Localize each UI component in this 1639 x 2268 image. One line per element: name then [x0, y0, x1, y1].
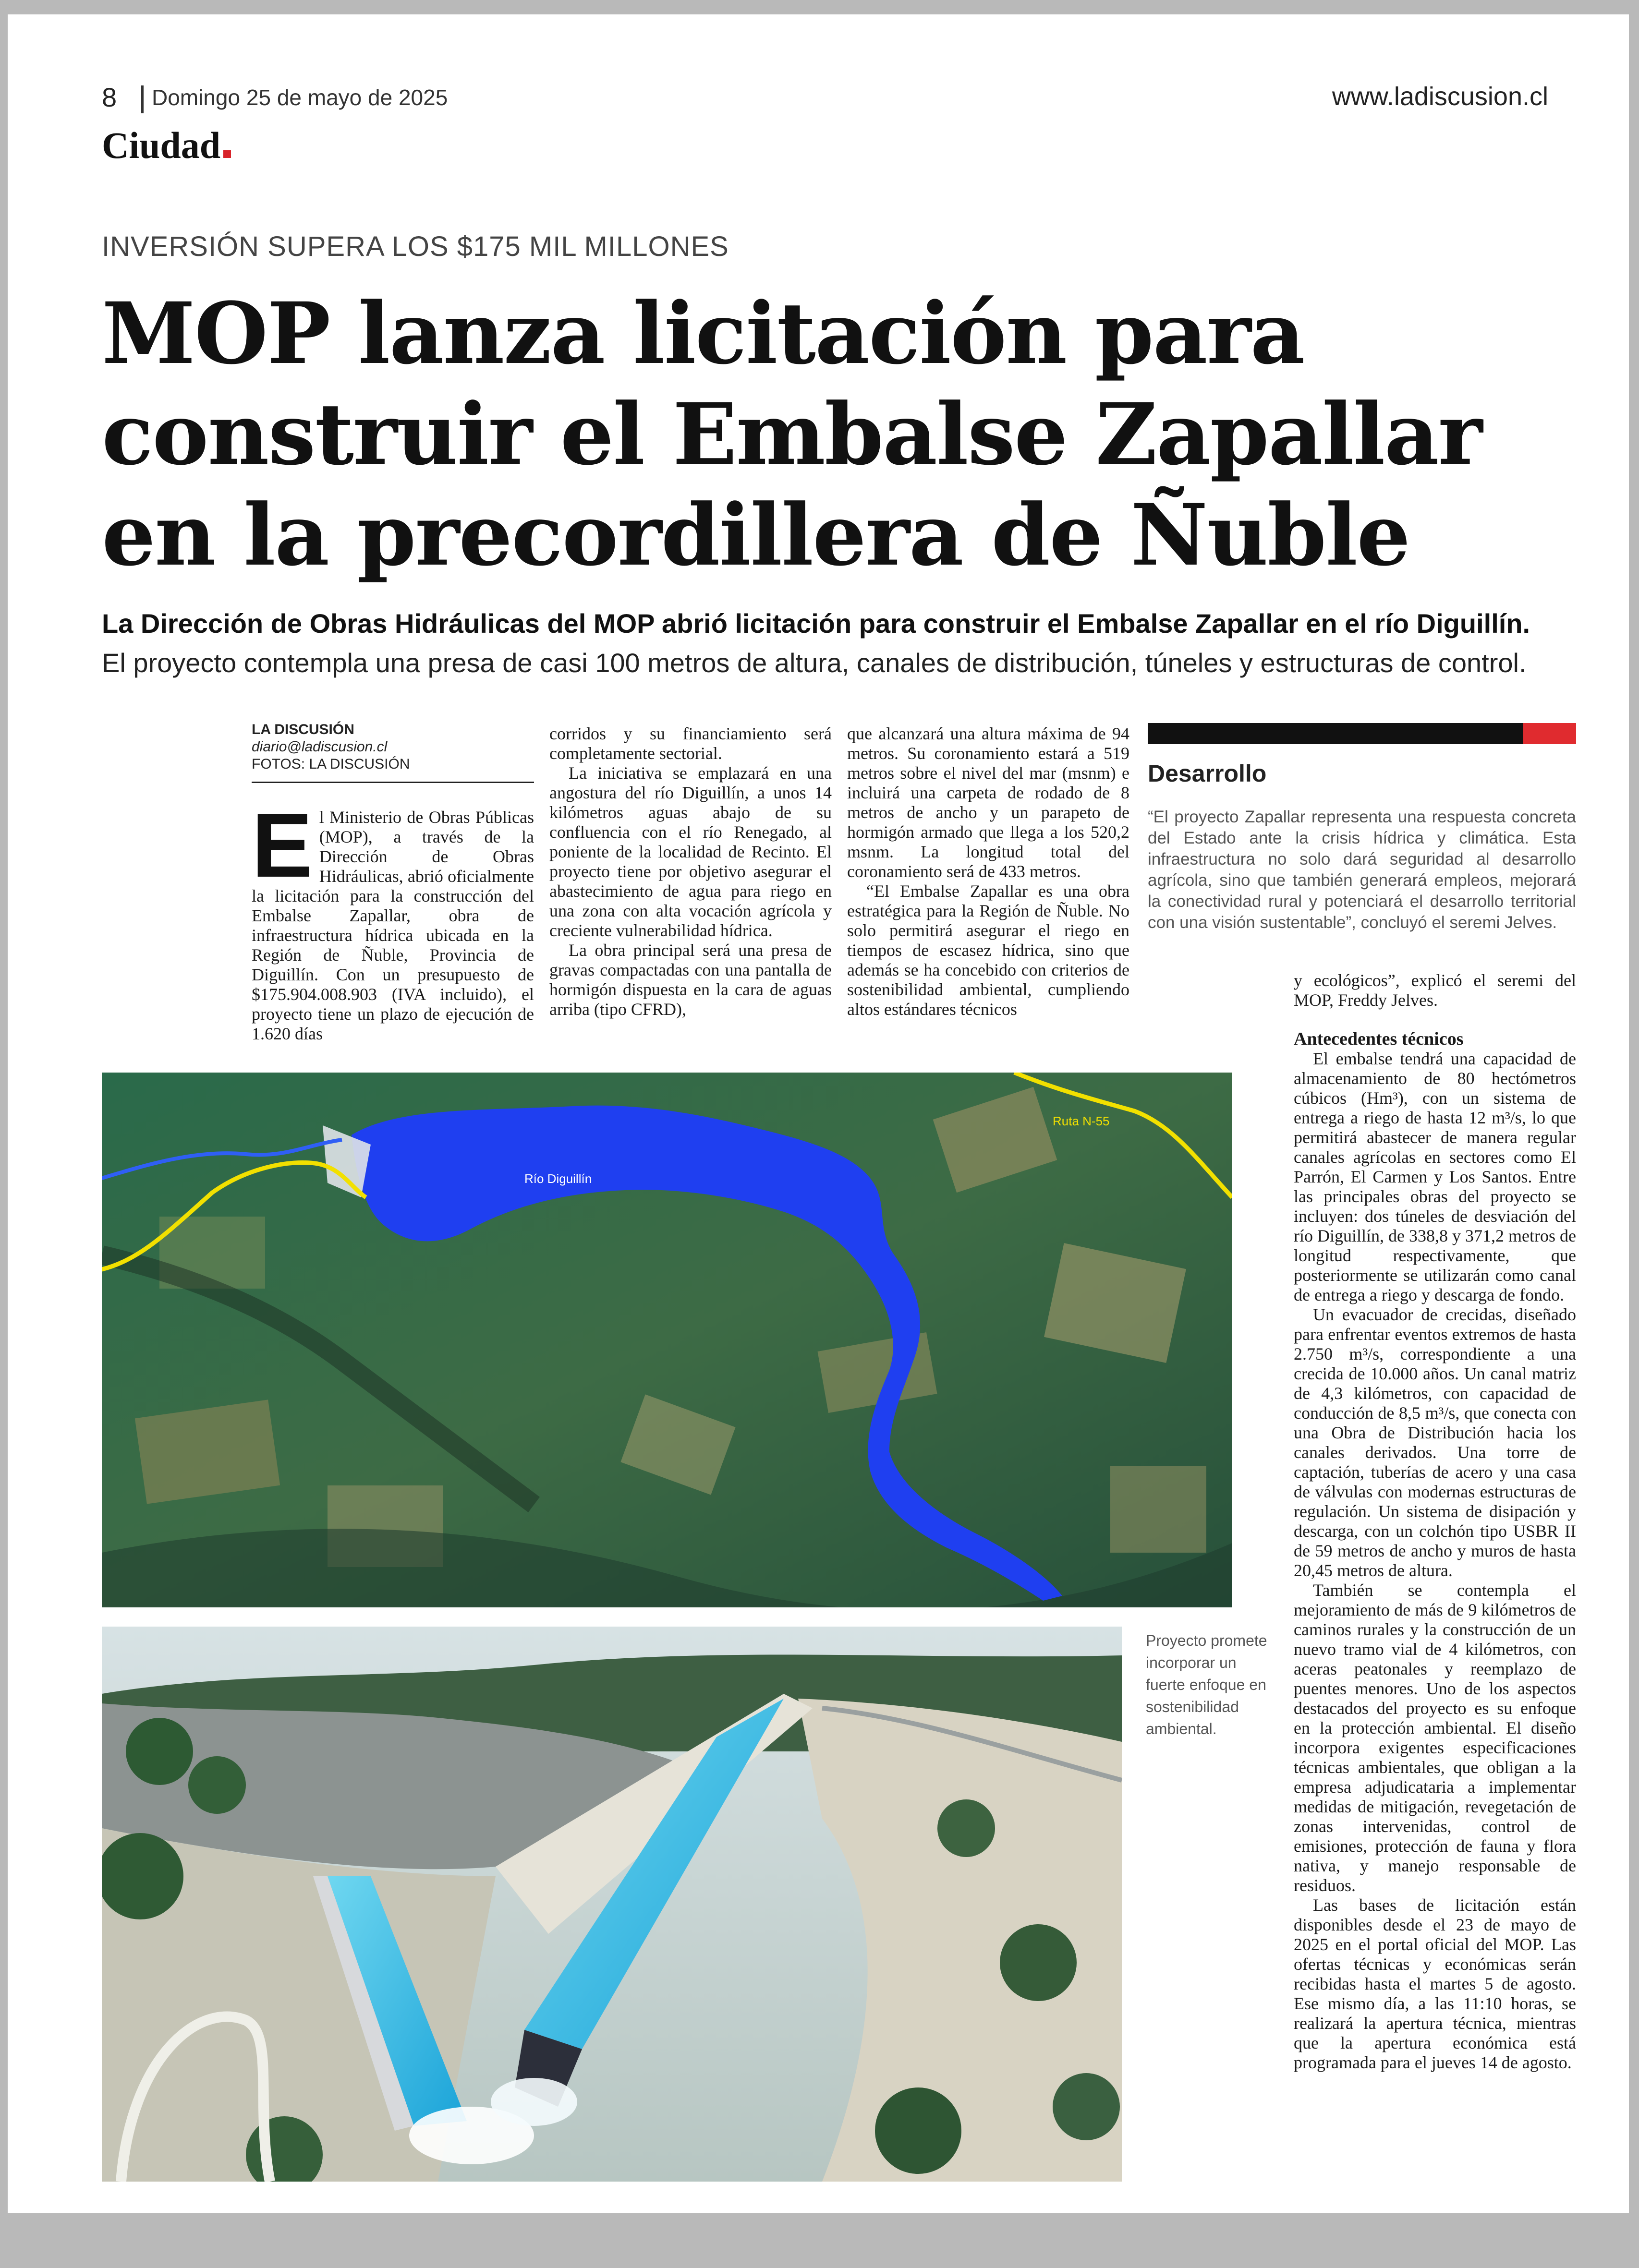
body-paragraph: También se contempla el mejoramiento de más de 9 kilómetros de caminos rurales y la construcción de un nuevo tramo vial de 4 kilómetros, con aceras peatonales y reemplazo de puentes menores. Uno de los aspectos destacados del proyecto es su enfoque en la protección ambiental. El diseño incorpora exigentes especificaciones técnicas ambientales, que obligan a la empresa adjudicataria a implementar medidas de mitigación, revegetación de zonas intervenidas, control de emisiones, protección de fauna y flora nativa, y manejo responsable de residuos. [1294, 1580, 1576, 1895]
section-label: Ciudad [102, 124, 221, 166]
body-paragraph: La iniciativa se emplazará en una angostura del río Diguillín, a unos 14 kilómetros aguas abajo de su confluencia con el río Renegado, al poniente de la localidad de Recinto. El proyecto tiene por objetivo asegurar el abastecimiento de agua para riego en una zona con alta vocación agrícola y creciente vulnerabilidad hídrica. [549, 763, 832, 940]
byline-email: diario@ladiscusion.cl [252, 739, 388, 755]
issue-date: Domingo 25 de mayo de 2025 [152, 85, 448, 110]
body-column-2 [549, 724, 832, 1019]
section-name [102, 124, 231, 167]
headline-line: MOP lanza licitación para [102, 284, 1304, 383]
website-url: www.ladiscusion.cl [1332, 82, 1548, 111]
reservoir-map-image [102, 1073, 1232, 1607]
road-label: Ruta N-55 [1053, 1114, 1110, 1128]
newspaper-page [8, 14, 1629, 2213]
section-dot [223, 150, 231, 158]
body-paragraph [252, 795, 534, 1044]
sidebar-title: Desarrollo [1148, 760, 1267, 787]
sidebar-accent-bar [1523, 723, 1576, 744]
byline [252, 721, 534, 773]
header-separator [141, 85, 144, 113]
body-column-3 [847, 724, 1129, 1019]
headline-line: construir el Embalse Zapallar [102, 385, 1482, 484]
body-paragraph: La obra principal será una presa de gravas compactadas con una pantalla de hormigón dispuesta en la cara de aguas arriba (tipo CFRD), [549, 941, 832, 1019]
river-label: Río Diguillín [524, 1171, 592, 1186]
byline-rule [252, 782, 534, 783]
body-column-4 [1294, 971, 1576, 2073]
subheading: Antecedentes técnicos [1294, 1029, 1464, 1049]
body-paragraph: Las bases de licitación están disponibles desde el 23 de mayo de 2025 en el portal oficial del MOP. Las ofertas técnicas y económicas serán recibidas hasta el martes 5 de agosto. Ese mismo día, a las 11:10 horas, se realizará la apertura técnica, mientras que la apertura económica está programada para el jueves 14 de agosto. [1294, 1895, 1576, 2072]
body-paragraph: corridos y su financiamiento será completamente sectorial. [549, 724, 832, 763]
sidebar-quote: “El proyecto Zapallar representa una respuesta concreta del Estado ante la crisis hídrica y climática. Esta infraestructura no solo dará seguridad al desarrollo agrícola, sino que también generará empleos, mejorará la conectividad rural y potenciará el desarrollo territorial con una visión sustentable”, concluyó el seremi Jelves. [1148, 808, 1576, 932]
article-deck [102, 604, 1542, 683]
photo-caption: Proyecto promete incorporar un fuerte enfoque en sostenibilidad ambiental. [1146, 1632, 1267, 1737]
article-kicker: INVERSIÓN SUPERA LOS $175 MIL MILLONES [102, 231, 729, 262]
body-column-1 [252, 795, 534, 1044]
body-paragraph: El embalse tendrá una capacidad de almacenamiento de 80 hectómetros cúbicos (Hm³), con un sistema de entrega a riego de hasta 12 m³/s, lo que permitirá abastecer de manera regular canales agrícolas en sectores como El Parrón, El Carmen y Los Santos. Entre las principales obras del proyecto se incluyen: dos túneles de desviación del río Diguillín, de 338,8 y 371,2 metros de longitud respectivamente, que posteriormente se utilizarán como canal de entrega a riego y descarga de fondo. [1294, 1049, 1576, 1304]
body-paragraph: que alcanzará una altura máxima de 94 metros. Su coronamiento estará a 519 metros sobre el nivel del mar (msnm) e incluirá una carpeta de rodado de 8 metros de ancho y un parapeto de hormigón armado que llega a los 520,2 msnm. La longitud total del coronamiento será de 433 metros. [847, 724, 1129, 881]
deck-rest: El proyecto contempla una presa de casi 100 metros de altura, canales de distribución, túneles y estructuras de control. [102, 648, 1527, 678]
sidebar-top-bar [1148, 723, 1523, 744]
body-paragraph: “El Embalse Zapallar es una obra estratégica para la Región de Ñuble. No solo permitirá asegurar el riego en tiempos de escasez hídrica, sino que además se ha concebido con criterios de sostenibilidad ambiental, cumpliendo altos estándares técnicos [847, 881, 1129, 1019]
byline-photos: FOTOS: LA DISCUSIÓN [252, 756, 410, 772]
deck-bold: La Dirección de Obras Hidráulicas del MOP abrió licitación para construir el Embalse Zapallar en el río Diguillín. [102, 608, 1530, 639]
body-paragraph: Un evacuador de crecidas, diseñado para enfrentar eventos extremos de hasta 2.750 m³/s, correspondiente a una crecida de 10.000 años. Un canal matriz de 4,3 kilómetros, con capacidad de conducción de 8,5 m³/s, que conecta con una Obra de Distribución hacia los canales derivados. Una torre de captación, tuberías de acero y una casa de válvulas con modernas estructuras de regulación. Un sistema de disipación y descarga, con un colchón tipo USBR II de 59 metros de ancho y muros de hasta 20,45 metros de altura. [1294, 1305, 1576, 1580]
dam-render-illustration [102, 1627, 1122, 2182]
headline-line: en la precordillera de Ñuble [102, 485, 1410, 585]
article-headline [102, 283, 1566, 586]
dam-render-image [102, 1627, 1122, 2182]
reservoir-map-illustration [102, 1073, 1232, 1607]
byline-name: LA DISCUSIÓN [252, 722, 354, 737]
page-number: 8 [102, 82, 117, 112]
paragraph-text: l Ministerio de Obras Públicas (MOP), a través de la Dirección de Obras Hidráulicas, abrió oficialmente la licitación para la construcción del Embalse Zapallar, obra de infraestructura hídrica ubicada en la Región de Ñuble, Provincia de Diguillín. Con un presupuesto de $175.904.008.903 (IVA incluido), el proyecto tiene un plazo de ejecución de 1.620 días [252, 808, 534, 1043]
body-paragraph: y ecológicos”, explicó el seremi del MOP, Freddy Jelves. [1294, 971, 1576, 1010]
drop-cap: E [252, 795, 313, 896]
